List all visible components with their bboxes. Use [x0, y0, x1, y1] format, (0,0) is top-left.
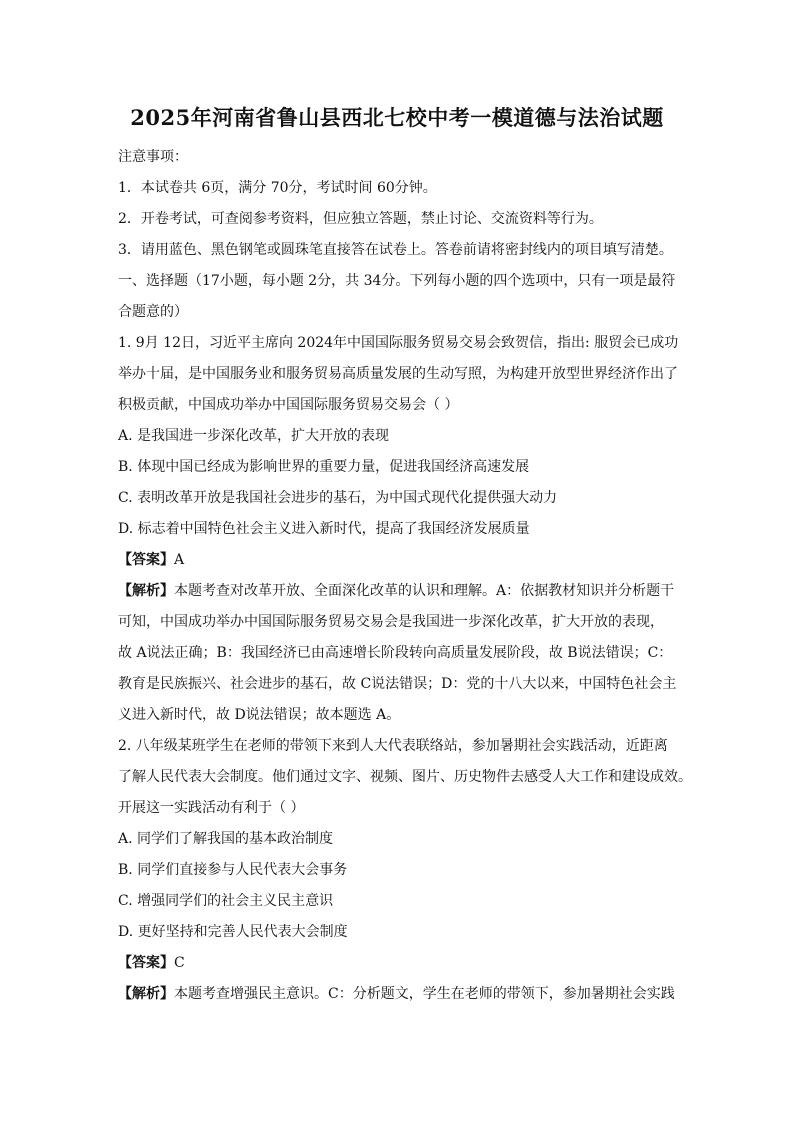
question-stem: 积极贡献，中国成功举办中国国际服务贸易交易会（ ）: [118, 397, 459, 413]
question-stem: 2. 八年级某班学生在老师的带领下来到人大代表联络站，参加暑期社会实践活动，近距离: [118, 738, 668, 754]
document-body: [118, 142, 692, 1010]
note-line: 2．开卷考试，可查阅参考资料，但应独立答题，禁止讨论、交流资料等行为。: [118, 211, 603, 227]
question-stem: 了解人民代表大会制度。他们通过文字、视频、图片、历史物件去感受人大工作和建设成效。: [118, 769, 692, 785]
question-option: C. 表明改革开放是我国社会进步的基石，为中国式现代化提供强大动力: [118, 490, 558, 506]
question-option: B. 体现中国已经成为影响世界的重要力量，促进我国经济高速发展: [118, 459, 530, 475]
analysis-text: 本题考查增强民主意识。C：分析题文，学生在老师的带领下，参加暑期社会实践: [174, 986, 675, 1002]
section-header: 合题意的）: [118, 304, 188, 320]
analysis-text: 本题考查对改革开放、全面深化改革的认识和理解。A：依据教材知识并分析题干: [174, 583, 675, 599]
analysis-label: 【解析】: [118, 583, 174, 599]
analysis-line: [118, 979, 688, 1010]
question-option: D. 更好坚持和完善人民代表大会制度: [118, 924, 348, 940]
answer-label: 【答案】: [118, 955, 174, 971]
section-header: 一、选择题（17小题，每小题 2分，共 34分。下列每小题的四个选项中，只有一项是最符: [118, 273, 676, 289]
answer-value: C: [174, 955, 185, 971]
analysis-line: 故 A说法正确；B：我国经济已由高速增长阶段转向高质量发展阶段，故 B说法错误；C：: [118, 645, 673, 661]
analysis-line: [118, 576, 688, 607]
question-option: A. 同学们了解我国的基本政治制度: [118, 831, 334, 847]
question-option: B. 同学们直接参与人民代表大会事务: [118, 862, 348, 878]
note-line: 1．本试卷共 6页，满分 70分，考试时间 60分钟。: [118, 180, 437, 196]
answer-label: 【答案】: [118, 552, 174, 568]
question-option: C. 增强同学们的社会主义民主意识: [118, 893, 334, 909]
analysis-line: 义进入新时代，故 D说法错误；故本题选 A。: [118, 707, 401, 723]
analysis-line: 教育是民族振兴、社会进步的基石，故 C说法错误；D：党的十八大以来，中国特色社会主: [118, 676, 677, 692]
answer-line: [118, 948, 688, 979]
analysis-label: 【解析】: [118, 986, 174, 1002]
question-option: A. 是我国进一步深化改革，扩大开放的表现: [118, 428, 390, 444]
answer-value: A: [174, 552, 185, 568]
analysis-line: 可知，中国成功举办中国国际服务贸易交易会是我国进一步深化改革，扩大开放的表现，: [118, 614, 664, 630]
question-option: D. 标志着中国特色社会主义进入新时代，提高了我国经济发展质量: [118, 521, 530, 537]
answer-line: [118, 545, 688, 576]
question-stem: 开展这一实践活动有利于（ ）: [118, 800, 305, 816]
question-stem: 1. 9月 12日，习近平主席向 2024年中国国际服务贸易交易会致贺信，指出: 服贸会已成功: [118, 335, 679, 351]
page-title: 2025年河南省鲁山县西北七校中考一模道德与法治试题: [130, 105, 664, 130]
note-line: 3．请用蓝色、黑色钢笔或圆珠笔直接答在试卷上。答卷前请将密封线内的项目填写清楚。: [118, 242, 673, 258]
notes-header: 注意事项：: [118, 149, 188, 165]
question-stem: 举办十届，是中国服务业和服务贸易高质量发展的生动写照，为构建开放型世界经济作出了: [118, 366, 678, 382]
